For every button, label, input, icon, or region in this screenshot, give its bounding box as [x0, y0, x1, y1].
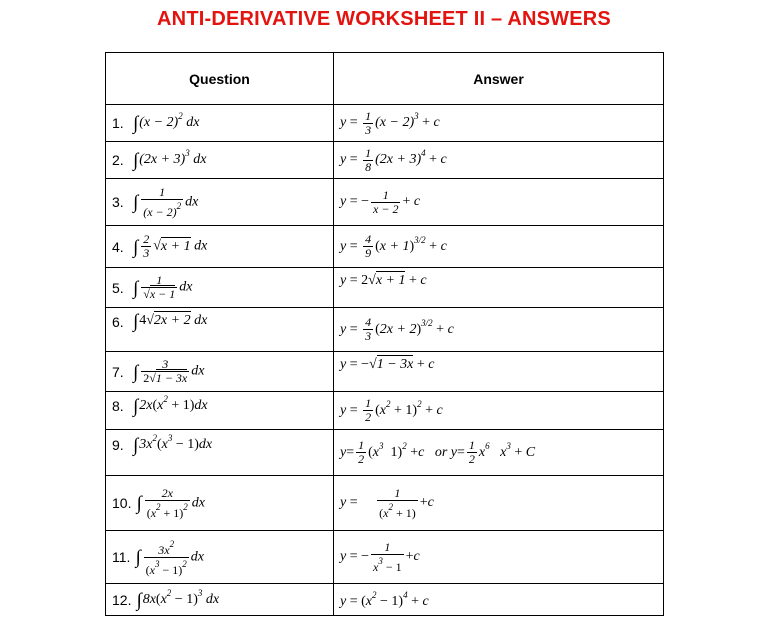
- table-row: [106, 268, 664, 308]
- answer-header: Answer: [334, 53, 664, 105]
- answer-expression: y = − $\frac{1}{x - 2}$ + c: [340, 187, 421, 216]
- answer-cell: [334, 531, 664, 584]
- question-number: 9.: [112, 437, 124, 453]
- table-row: [106, 584, 664, 616]
- question-cell: [106, 352, 334, 392]
- question-cell: [106, 179, 334, 226]
- question-cell: [106, 268, 334, 308]
- question-header: Question: [106, 53, 334, 105]
- answer-expression: y = − $\frac{1}{x^3 - 1}$ +c: [340, 539, 420, 574]
- question-expression: ∫ $\frac{2}{3}$ √x + 1 dx: [133, 232, 208, 260]
- question-cell: [106, 584, 334, 616]
- question-number: 8.: [112, 398, 124, 414]
- answer-expression: y = $\frac{4}{9}$ $(x + 1)^{3/2} + c$: [340, 232, 447, 260]
- answer-expression: y = $\frac{1}{(x^2 + 1)}$ +c: [340, 485, 434, 520]
- answer-cell: [334, 105, 664, 142]
- answer-expression: y = $\frac{1}{8}$ $(2x + 3)^4 + c$: [340, 145, 447, 174]
- question-cell: [106, 476, 334, 531]
- answer-cell: [334, 430, 664, 476]
- question-expression: $\int(2x + 3)^3$ dx: [133, 148, 207, 171]
- question-expression: ∫ $\frac{3}{2√1 - 3x}$ dx: [133, 357, 205, 385]
- table-row: [106, 226, 664, 268]
- table-row: [106, 476, 664, 531]
- question-cell: [106, 392, 334, 430]
- answer-cell: [334, 308, 664, 352]
- answer-expression: $y = (x^2 - 1)^4 + c$: [340, 589, 429, 609]
- answer-expression: y = $\frac{4}{3}$ $(2x + 2)^{3/2} + c$: [340, 315, 454, 343]
- answer-expression: y = $\frac{1}{2}$ $(x^2 + 1)^2 + c$: [340, 396, 443, 424]
- question-number: 1.: [112, 115, 124, 131]
- worksheet-title: ANTI-DERIVATIVE WORKSHEET II – ANSWERS: [157, 8, 611, 30]
- question-cell: [106, 105, 334, 142]
- question-number: 4.: [112, 238, 124, 255]
- answer-cell: [334, 476, 664, 531]
- answer-cell: [334, 142, 664, 179]
- header-row: [106, 53, 664, 105]
- question-cell: [106, 142, 334, 179]
- question-expression: $\int(x - 2)^2$ dx: [133, 111, 200, 134]
- table-row: [106, 531, 664, 584]
- answer-cell: [334, 352, 664, 392]
- question-expression: ∫ $\frac{1}{(x - 2)^2}$ dx: [133, 184, 199, 219]
- table-row: [106, 392, 664, 430]
- question-number: 5.: [112, 279, 124, 296]
- question-cell: [106, 226, 334, 268]
- question-cell: [106, 531, 334, 584]
- question-cell: [106, 430, 334, 476]
- table-row: [106, 142, 664, 179]
- table-row: [106, 105, 664, 142]
- answer-cell: [334, 179, 664, 226]
- question-expression: ∫4√2x + 2 dx: [133, 311, 208, 332]
- question-expression: ∫ $\frac{3x^2}{(x^3 - 1)^2}$ dx: [135, 538, 204, 577]
- question-cell: [106, 308, 334, 352]
- answer-cell: [334, 226, 664, 268]
- answer-expression: y = $\frac{1}{3}$ $(x - 2)^3 + c$: [340, 108, 440, 137]
- question-number: 6.: [112, 314, 124, 330]
- question-expression: $\int 8x(x^2 - 1)^3$ dx: [136, 587, 220, 611]
- question-expression: $\int 2x(x^2 + 1)dx$: [133, 394, 208, 417]
- question-number: 3.: [112, 194, 124, 210]
- question-number: 12.: [112, 591, 132, 608]
- answer-expression: y = 2√x + 1 + c: [340, 273, 427, 288]
- answer-expression: y = −√1 − 3x + c: [340, 357, 435, 372]
- question-number: 2.: [112, 152, 124, 168]
- table-row: [106, 430, 664, 476]
- question-expression: ∫ $\frac{1}{√x - 1}$ dx: [133, 273, 193, 301]
- table-row: [106, 352, 664, 392]
- question-expression: $\int 3x^2(x^3 - 1)dx$: [133, 433, 213, 456]
- answer-cell: [334, 392, 664, 430]
- question-number: 7.: [112, 363, 124, 380]
- question-expression: ∫ $\frac{2x}{(x^2 + 1)^2}$ dx: [136, 485, 205, 520]
- question-number: 11.: [112, 549, 131, 565]
- answer-cell: [334, 584, 664, 616]
- answers-table: [105, 52, 664, 616]
- table-row: [106, 179, 664, 226]
- question-number: 10.: [112, 495, 132, 511]
- answer-cell: [334, 268, 664, 308]
- table-row: [106, 308, 664, 352]
- answer-expression: y= $\frac{1}{2}$ ($x^3$ 1)$^2$ +c or y= $\frac{1}{2}$ $x^6$ $x^3 + C$: [340, 438, 536, 466]
